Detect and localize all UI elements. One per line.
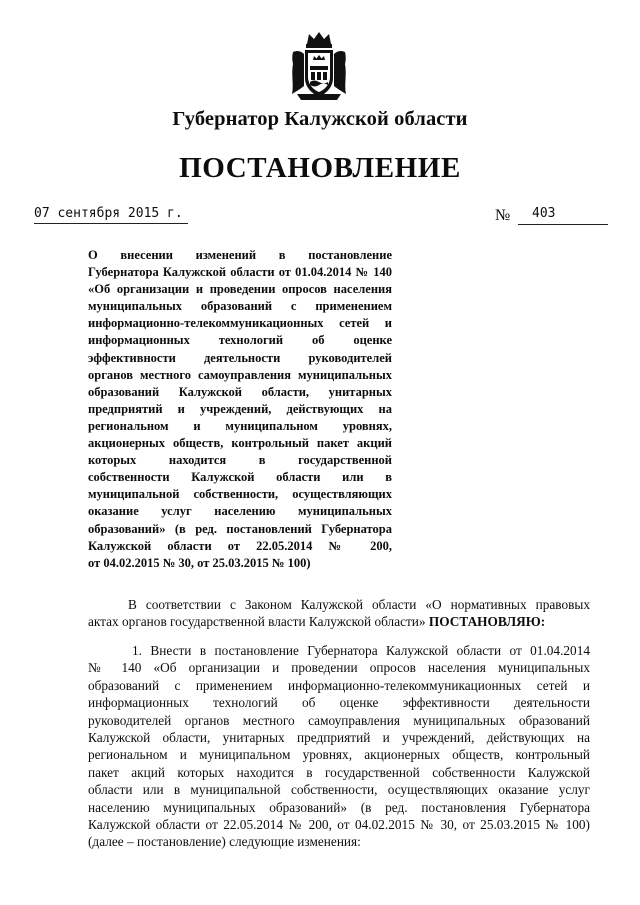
preamble-line: В соответствии с Законом Калужской области «О нормативных правовых (128, 597, 590, 612)
subject-line: акционерных обществ, контрольный пакет акций (88, 436, 392, 451)
subject-line: Губернатора Калужской области от 01.04.2014 № 140 (88, 265, 392, 280)
subject-line: информационно-телекоммуникационных сетей и (88, 316, 392, 331)
subject-line: образований» (в ред. постановлений Губернатора (88, 521, 392, 536)
number-label: № (495, 207, 511, 224)
subject-line: эффективности деятельности руководителей (88, 350, 392, 365)
document-date: 07 сентября 2015 г. (34, 206, 183, 221)
subject-line: информационных технологий об оценке (88, 333, 392, 348)
date-underline (34, 223, 188, 224)
subject-line: О внесении изменений в постановление (88, 248, 392, 262)
clause-line: Калужской области от 22.05.2014 № 200, от 04.02.2015 № 30, от 25.03.2015 № 100) (88, 817, 590, 833)
subject-line: региональном и муниципальном уровнях, (88, 418, 392, 433)
subject-line: предприятий и учреждений, действующих на (88, 401, 392, 416)
resolve-keyword: ПОСТАНОВЛЯЮ: (428, 614, 546, 630)
issuer-title: Губернатор Калужской области (172, 108, 468, 130)
preamble-line (88, 613, 590, 630)
subject-line: «Об организации и проведении опросов населения (88, 282, 392, 297)
clause-line: региональном и муниципальном уровнях, акционерных обществ, контрольный (88, 747, 590, 763)
subject-line: собственности Калужской области или в (88, 470, 392, 485)
subject-line: от 04.02.2015 № 30, от 25.03.2015 № 100) (88, 555, 311, 570)
subject-line: оказание услуг населению муниципальных (88, 504, 392, 519)
subject-line: органов местного самоуправления муниципальных (88, 367, 392, 382)
clause-line: Калужской области, унитарных предприятий и учреждений, действующих на (88, 730, 590, 746)
subject-line: образований Калужской области, унитарных (88, 384, 392, 399)
subject-line: муниципальных образований с применением (88, 299, 392, 314)
document-type: ПОСТАНОВЛЕНИЕ (179, 152, 461, 184)
clause-line: области или в муниципальной собственности, осуществляющих оказание услуг (88, 782, 590, 798)
kaluga-coat-of-arms-icon (287, 30, 351, 102)
clause-line: образований с применением информационно-телекоммуникационных сетей и (88, 677, 590, 693)
preamble-line-text: актах органов государственной власти Калужской области» (88, 614, 429, 630)
clause-line: населению муниципальных образований» (в ред. постановления Губернатора (88, 799, 590, 815)
preamble-paragraph (88, 596, 590, 631)
clause-line: № 140 «Об организации и проведении опросов населения муниципальных (88, 660, 590, 676)
subject-line: которых находится в государственной (88, 453, 392, 468)
clause-line: 1. Внести в постановление Губернатора Калужской области от 01.04.2014 (132, 643, 590, 658)
clause-line: пакет акций которых находится в государственной собственности Калужской (88, 764, 590, 780)
clause-line: (далее – постановление) следующие изменения: (88, 834, 361, 850)
number-underline (518, 224, 608, 225)
subject-line: муниципальной собственности, осуществляющих (88, 487, 392, 502)
clause-line: руководителей органов местного самоуправления муниципальных образований (88, 712, 590, 728)
subject-line: Калужской области от 22.05.2014 № 200, (88, 538, 392, 553)
clause-line: информационных технологий об оценке эффективности деятельности (88, 695, 590, 711)
document-number: 403 (532, 206, 556, 221)
document-subject (88, 247, 392, 572)
clause-1-paragraph (88, 642, 590, 851)
